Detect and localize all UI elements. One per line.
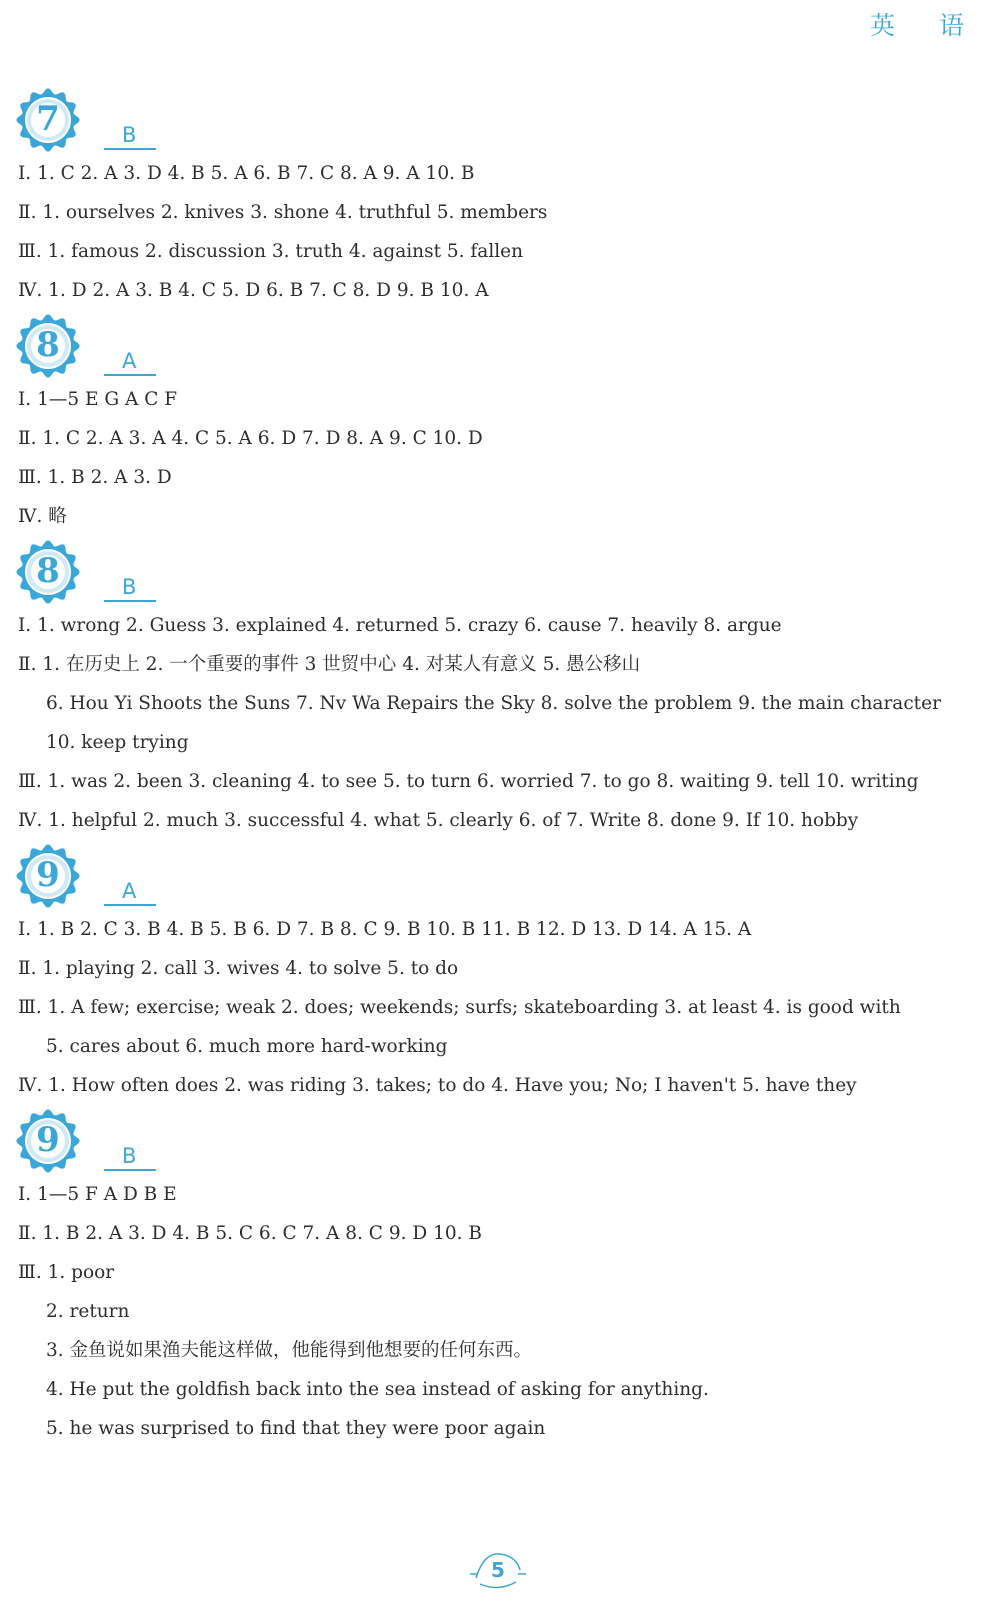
section-8b bbox=[18, 538, 986, 840]
section-letter: B bbox=[104, 574, 156, 602]
answer-line: Ⅰ. 1. C 2. A 3. D 4. B 5. A 6. B 7. C 8. A 9. A 10. B bbox=[18, 163, 475, 184]
subject-title: 英 语 bbox=[870, 11, 982, 40]
answer-line: Ⅰ. 1—5 F A D B E bbox=[18, 1184, 177, 1205]
section-header bbox=[18, 312, 986, 380]
section-8a bbox=[18, 312, 986, 536]
unit-number: 9 bbox=[36, 1120, 60, 1160]
unit-number: 8 bbox=[36, 325, 60, 365]
answer-line: 6. Hou Yi Shoots the Suns 7. Nv Wa Repairs the Sky 8. solve the problem 9. the main character bbox=[46, 693, 941, 714]
unit-badge bbox=[14, 312, 82, 380]
unit-badge bbox=[14, 1107, 82, 1175]
answer-line: Ⅱ. 1. B 2. A 3. D 4. B 5. C 6. C 7. A 8. C 9. D 10. B bbox=[18, 1223, 482, 1244]
unit-number: 7 bbox=[36, 99, 60, 139]
section-header bbox=[18, 538, 986, 606]
answer-line: Ⅲ. 1. was 2. been 3. cleaning 4. to see 5. to turn 6. worried 7. to go 8. waiting 9. tell 10. writing bbox=[18, 771, 919, 792]
unit-badge bbox=[14, 86, 82, 154]
answer-line: 2. return bbox=[46, 1301, 130, 1322]
answer-line: Ⅲ. 1. famous 2. discussion 3. truth 4. against 5. fallen bbox=[18, 241, 524, 262]
unit-badge bbox=[14, 538, 82, 606]
answer-line: Ⅳ. 1. D 2. A 3. B 4. C 5. D 6. B 7. C 8. D 9. B 10. A bbox=[18, 280, 489, 301]
unit-number: 8 bbox=[36, 551, 60, 591]
answer-line: Ⅱ. 1. 在历史上 2. 一个重要的事件 3 世贸中心 4. 对某人有意义 5. 愚公移山 bbox=[18, 654, 641, 675]
section-header bbox=[18, 1107, 986, 1175]
section-letter: B bbox=[104, 122, 156, 150]
answer-line: Ⅱ. 1. ourselves 2. knives 3. shone 4. truthful 5. members bbox=[18, 202, 548, 223]
answer-line: Ⅲ. 1. poor bbox=[18, 1262, 115, 1283]
section-7b bbox=[18, 86, 986, 310]
answer-line: Ⅰ. 1—5 E G A C F bbox=[18, 389, 178, 410]
answer-line: 10. keep trying bbox=[46, 732, 189, 753]
answer-line: 4. He put the goldfish back into the sea instead of asking for anything. bbox=[46, 1379, 709, 1400]
section-letter: A bbox=[104, 878, 156, 906]
answer-line: Ⅳ. 略 bbox=[18, 506, 67, 527]
answer-line: Ⅳ. 1. How often does 2. was riding 3. takes; to do 4. Have you; No; I haven't 5. have they bbox=[18, 1075, 857, 1096]
unit-number: 9 bbox=[36, 855, 60, 895]
answer-line: Ⅱ. 1. C 2. A 3. A 4. C 5. A 6. D 7. D 8. A 9. C 10. D bbox=[18, 428, 483, 449]
section-letter: B bbox=[104, 1143, 156, 1171]
answer-line: Ⅰ. 1. wrong 2. Guess 3. explained 4. returned 5. crazy 6. cause 7. heavily 8. argue bbox=[18, 615, 782, 636]
section-9a bbox=[18, 842, 986, 1105]
answer-line: 3. 金鱼说如果渔夫能这样做，他能得到他想要的任何东西。 bbox=[46, 1340, 533, 1361]
answer-line: Ⅰ. 1. B 2. C 3. B 4. B 5. B 6. D 7. B 8. C 9. B 10. B 11. B 12. D 13. D 14. A 15. A bbox=[18, 919, 752, 940]
page-number: 5 bbox=[491, 1558, 505, 1582]
section-letter: A bbox=[104, 348, 156, 376]
answer-line: Ⅲ. 1. A few; exercise; weak 2. does; weekends; surfs; skateboarding 3. at least 4. is good with bbox=[18, 997, 901, 1018]
answer-line: Ⅲ. 1. B 2. A 3. D bbox=[18, 467, 172, 488]
answer-line: 5. cares about 6. much more hard-working bbox=[46, 1036, 448, 1057]
answer-sections bbox=[18, 86, 986, 1450]
page-number-badge bbox=[470, 1548, 526, 1592]
answer-line: Ⅱ. 1. playing 2. call 3. wives 4. to solve 5. to do bbox=[18, 958, 459, 979]
answer-line: 5. he was surprised to find that they were poor again bbox=[46, 1418, 546, 1439]
section-header bbox=[18, 842, 986, 910]
unit-badge bbox=[14, 842, 82, 910]
section-header bbox=[18, 86, 986, 154]
section-9b bbox=[18, 1107, 986, 1448]
answer-line: Ⅳ. 1. helpful 2. much 3. successful 4. what 5. clearly 6. of 7. Write 8. done 9. If 10. hobby bbox=[18, 810, 859, 831]
